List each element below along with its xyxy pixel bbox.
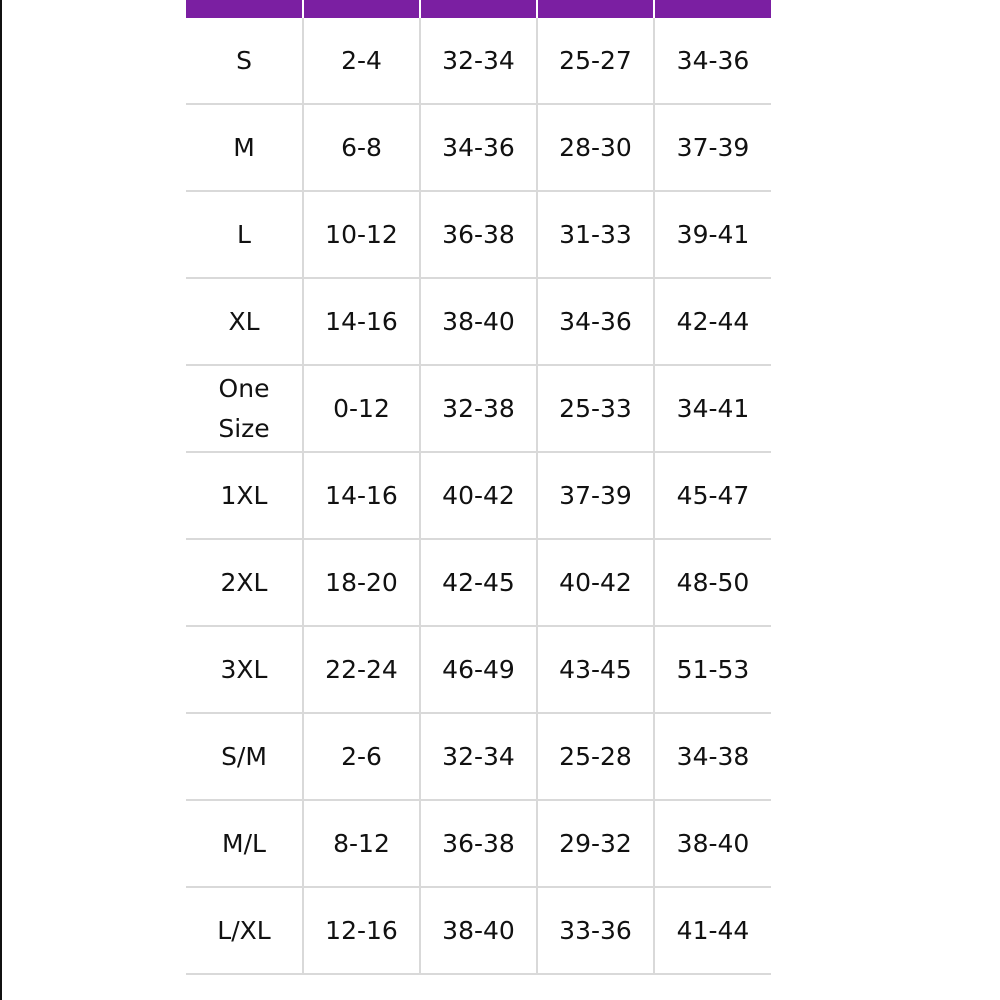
- table-row: [186, 539, 771, 626]
- table-row: [186, 278, 771, 365]
- size-chart-table: [186, 0, 771, 975]
- measurement-cell: 2-6: [303, 713, 420, 800]
- measurement-cell: 28-30: [537, 104, 654, 191]
- table-row: [186, 452, 771, 539]
- measurement-cell: 14-16: [303, 452, 420, 539]
- measurement-cell: 25-27: [537, 18, 654, 104]
- table-header: [186, 0, 771, 18]
- measurement-cell: 32-34: [420, 18, 537, 104]
- measurement-cell: 43-45: [537, 626, 654, 713]
- measurement-cell: 36-38: [420, 800, 537, 887]
- size-cell: M: [186, 104, 303, 191]
- measurement-cell: 29-32: [537, 800, 654, 887]
- measurement-cell: 0-12: [303, 365, 420, 452]
- table-row: [186, 104, 771, 191]
- measurement-cell: 12-16: [303, 887, 420, 974]
- measurement-cell: 46-49: [420, 626, 537, 713]
- measurement-cell: 42-45: [420, 539, 537, 626]
- table-row: [186, 18, 771, 104]
- measurement-cell: 14-16: [303, 278, 420, 365]
- size-cell: 1XL: [186, 452, 303, 539]
- measurement-cell: 2-4: [303, 18, 420, 104]
- table-row: [186, 626, 771, 713]
- size-cell: L/XL: [186, 887, 303, 974]
- table-row: [186, 800, 771, 887]
- table-row: [186, 887, 771, 974]
- measurement-cell: 32-34: [420, 713, 537, 800]
- measurement-cell: 6-8: [303, 104, 420, 191]
- measurement-cell: 38-40: [420, 887, 537, 974]
- size-cell: XL: [186, 278, 303, 365]
- size-cell: 2XL: [186, 539, 303, 626]
- measurement-cell: 42-44: [654, 278, 771, 365]
- measurement-cell: 39-41: [654, 191, 771, 278]
- measurement-cell: 33-36: [537, 887, 654, 974]
- measurement-cell: 22-24: [303, 626, 420, 713]
- measurement-cell: 34-36: [654, 18, 771, 104]
- measurement-cell: 8-12: [303, 800, 420, 887]
- header-cell-5: [654, 0, 771, 18]
- measurement-cell: 25-33: [537, 365, 654, 452]
- size-cell: 3XL: [186, 626, 303, 713]
- size-cell: S: [186, 18, 303, 104]
- table-row: [186, 365, 771, 452]
- measurement-cell: 31-33: [537, 191, 654, 278]
- measurement-cell: 34-38: [654, 713, 771, 800]
- left-edge-line: [0, 0, 2, 1000]
- measurement-cell: 36-38: [420, 191, 537, 278]
- measurement-cell: 34-36: [537, 278, 654, 365]
- measurement-cell: 40-42: [420, 452, 537, 539]
- measurement-cell: 32-38: [420, 365, 537, 452]
- size-cell: One Size: [186, 365, 303, 452]
- measurement-cell: 48-50: [654, 539, 771, 626]
- measurement-cell: 41-44: [654, 887, 771, 974]
- measurement-cell: 10-12: [303, 191, 420, 278]
- table-row: [186, 713, 771, 800]
- header-cell-size: [186, 0, 303, 18]
- measurement-cell: 38-40: [654, 800, 771, 887]
- measurement-cell: 37-39: [537, 452, 654, 539]
- size-cell: L: [186, 191, 303, 278]
- size-cell: M/L: [186, 800, 303, 887]
- measurement-cell: 18-20: [303, 539, 420, 626]
- header-row: [186, 0, 771, 18]
- size-cell: S/M: [186, 713, 303, 800]
- table-row: [186, 191, 771, 278]
- measurement-cell: 51-53: [654, 626, 771, 713]
- measurement-cell: 40-42: [537, 539, 654, 626]
- measurement-cell: 38-40: [420, 278, 537, 365]
- measurement-cell: 34-36: [420, 104, 537, 191]
- table-body: [186, 18, 771, 974]
- measurement-cell: 25-28: [537, 713, 654, 800]
- header-cell-3: [420, 0, 537, 18]
- header-cell-2: [303, 0, 420, 18]
- measurement-cell: 37-39: [654, 104, 771, 191]
- measurement-cell: 34-41: [654, 365, 771, 452]
- header-cell-4: [537, 0, 654, 18]
- measurement-cell: 45-47: [654, 452, 771, 539]
